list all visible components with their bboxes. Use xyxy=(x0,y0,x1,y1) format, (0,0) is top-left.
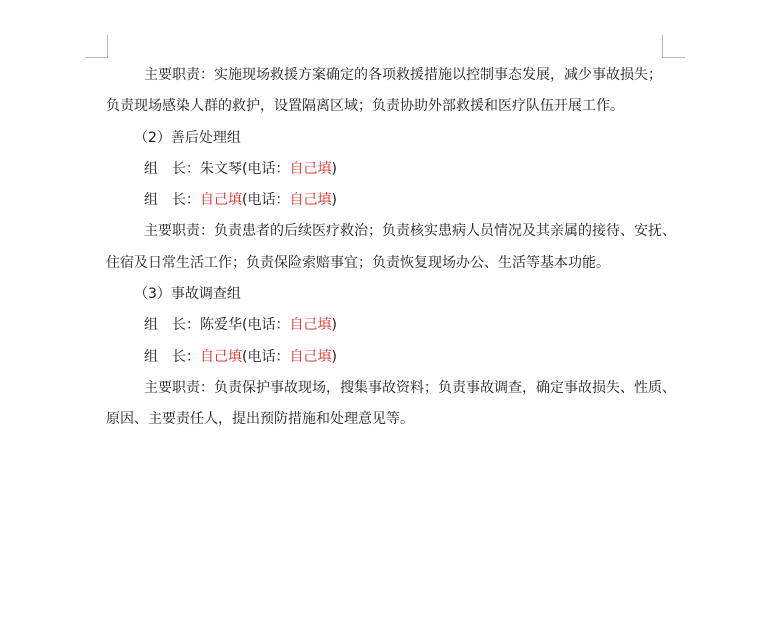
phone-placeholder: 自己填 xyxy=(289,192,332,209)
leader-name-placeholder: 自己填 xyxy=(200,348,242,365)
document-body[interactable] xyxy=(106,60,676,436)
paragraph-duty-rescue-line1: 主要职责：实施现场救援方案确定的各项救援措施以控制事态发展，减少事故损失； xyxy=(144,67,662,83)
leader-row xyxy=(106,154,666,185)
phone-close: ) xyxy=(331,160,337,177)
paragraph-duty-rescue-line2: 负责现场感染人群的救护，设置隔离区域；负责协助外部救援和医疗队伍开展工作。 xyxy=(106,98,624,115)
paragraph-duty-aftermath-line2: 住宿及日常生活工作；负责保险索赔事宜；负责恢复现场办公、生活等基本功能。 xyxy=(106,254,610,271)
leader-row xyxy=(106,185,666,216)
phone-label: (电话： xyxy=(242,348,290,365)
top-left-margin-mark xyxy=(85,35,108,58)
leader-row xyxy=(106,342,666,373)
paragraph-duty-investigation-line2: 原因、主要责任人，提出预防措施和处理意见等。 xyxy=(106,411,414,428)
leader-label: 组 长： xyxy=(144,348,200,365)
leader-name: 朱文琴 xyxy=(200,160,242,177)
phone-placeholder: 自己填 xyxy=(289,160,332,177)
leader-label: 组 长： xyxy=(144,192,200,209)
leader-label: 组 长： xyxy=(144,317,200,334)
leader-name-placeholder: 自己填 xyxy=(200,192,242,209)
phone-placeholder: 自己填 xyxy=(289,317,332,334)
phone-close: ) xyxy=(331,192,337,209)
phone-placeholder: 自己填 xyxy=(289,348,332,365)
paragraph-duty-aftermath-line1: 主要职责：负责患者的后续医疗救治；负责核实患病人员情况及其亲属的接待、安抚、 xyxy=(144,223,676,240)
phone-label: (电话： xyxy=(242,317,290,334)
section-heading-aftermath: （2）善后处理组 xyxy=(134,129,241,146)
phone-label: (电话： xyxy=(242,160,290,177)
paragraph-duty-investigation-line1: 主要职责：负责保护事故现场，搜集事故资料；负责事故调查，确定事故损失、性质、 xyxy=(144,379,676,396)
phone-close: ) xyxy=(331,348,337,365)
top-right-margin-mark xyxy=(662,35,685,58)
phone-label: (电话： xyxy=(242,192,290,209)
leader-label: 组 长： xyxy=(144,160,200,177)
section-heading-investigation: （3）事故调查组 xyxy=(134,286,241,303)
leader-name: 陈爱华 xyxy=(200,317,242,334)
leader-row xyxy=(106,310,666,341)
phone-close: ) xyxy=(331,317,337,334)
